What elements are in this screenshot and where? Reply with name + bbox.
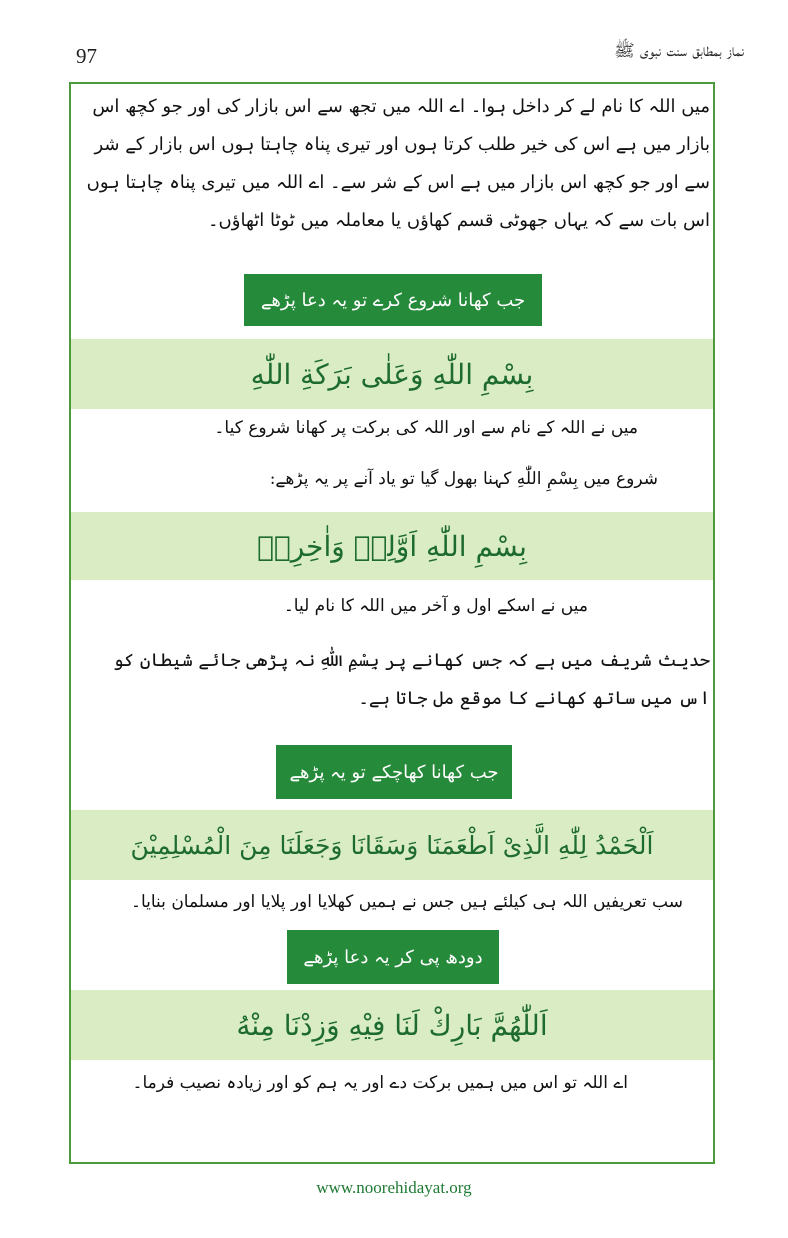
running-header: نماز بمطابق سنت نبوی ﷺ	[614, 41, 744, 61]
heading-start-eating: جب کھانا شروع کرے تو یہ دعا پڑھے	[244, 274, 542, 326]
translation-awwalihi: میں نے اسکے اول و آخر میں اللہ کا نام لیا۔	[283, 596, 588, 616]
translation-milk: اے اللہ تو اس میں ہمیں برکت دے اور یہ ہم کو اور زیادہ نصیب فرما۔	[132, 1073, 628, 1093]
dua-milk: اَللّٰهُمَّ بَارِكْ لَنَا فِيْهِ وَزِدْنَا مِنْهُ	[236, 1008, 548, 1042]
dua-band-bismillah	[71, 339, 713, 409]
market-dua-translation: میں اللہ کا نام لے کر داخل ہوا۔ اے اللہ میں تجھ سے اس بازار کی اور جو کچھ اس بازار میں ہے اس کی خیر طلب کرتا ہوں اور تیری پناہ چاہتا ہوں اس بازار کے شر سے اور جو کچھ اس بازار میں ہے اس کے شر سے۔ اے اللہ میں تیری پناہ چاہتا ہوں اس بات سے کہ یہاں جھوٹی قسم کھاؤں یا معاملہ میں ٹوٹا اٹھاؤں۔	[86, 96, 710, 231]
dua-band-awwalihi	[71, 512, 713, 580]
dua-alhamdulillah: اَلْحَمْدُ لِلّٰهِ الَّذِیْ اَطْعَمَنَا وَسَقَانَا وَجَعَلَنَا مِنَ الْمُسْلِمِیْنَ	[130, 830, 654, 860]
translation-bismillah: میں نے اللہ کے نام سے اور اللہ کی برکت پر کھانا شروع کیا۔	[214, 418, 638, 438]
hadith-text: حدیث شریف میں ہے کہ جس کھانے پر بِسْمِ اللّٰهِ نہ پڑھی جائے شیطان کو اس میں ساتھ کھانے کا موقع مل جاتا ہے۔	[113, 650, 710, 709]
page-number: 97	[76, 44, 97, 68]
forgot-instruction: شروع میں بِسْمِ اللّٰهِ کہنا بھول گیا تو یاد آنے پر یہ پڑھے:	[269, 469, 658, 489]
heading-milk: دودھ پی کر یہ دعا پڑھے	[287, 930, 499, 984]
dua-awwalihi: بِسْمِ اللّٰهِ اَوَّلِهٖ وَاٰخِرِهٖ	[257, 529, 527, 563]
footer-website: www.noorehidayat.org	[316, 1178, 472, 1197]
dua-band-milk	[71, 990, 713, 1060]
dua-bismillah: بِسْمِ اللّٰهِ وَعَلٰى بَرَكَةِ اللّٰهِ	[250, 357, 534, 391]
dua-band-alhamdulillah	[71, 810, 713, 880]
translation-alhamdulillah: سب تعریفیں اللہ ہی کیلئے ہیں جس نے ہمیں کھلایا اور پلایا اور مسلمان بنایا۔	[131, 892, 683, 912]
heading-after-eating: جب کھانا کھاچکے تو یہ پڑھے	[276, 745, 512, 799]
